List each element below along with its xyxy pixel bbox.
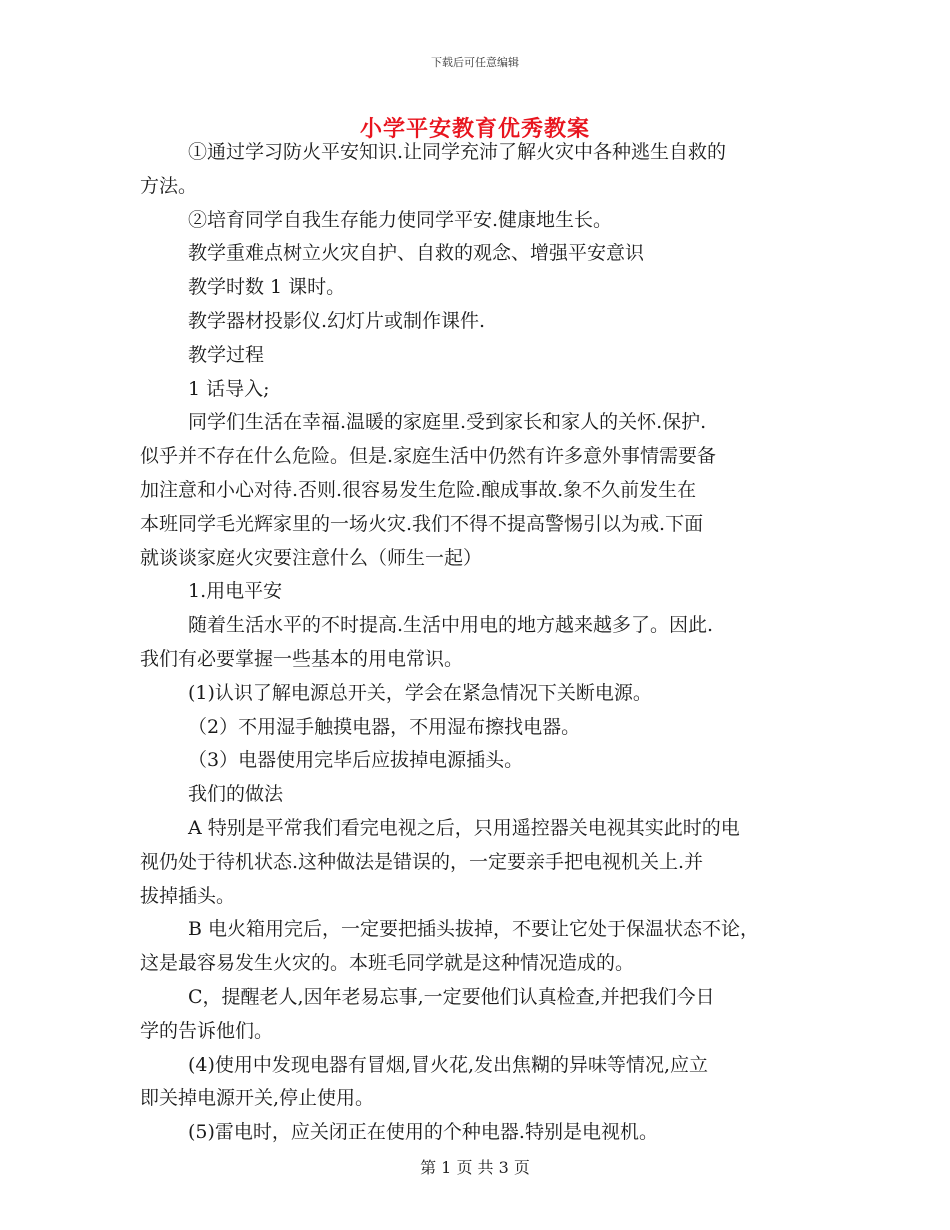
body-line: 视仍处于待机状态.这种做法是错误的，一定要亲手把电视机关上.并 bbox=[140, 850, 704, 873]
document-title: 小学平安教育优秀教案 bbox=[359, 116, 590, 142]
body-line: 我们的做法 bbox=[188, 783, 284, 806]
body-line: （3）电器使用完毕后应拔掉电源插头。 bbox=[188, 749, 524, 772]
page-header-note: 下载后可任意编辑 bbox=[431, 56, 519, 69]
body-line: 学的告诉他们。 bbox=[140, 1019, 274, 1042]
body-line: (5)雷电时，应关闭正在使用的个种电器.特别是电视机。 bbox=[188, 1121, 658, 1144]
body-line: 即关掉电源开关,停止使用。 bbox=[140, 1087, 375, 1110]
body-line: ①通过学习防火平安知识.让同学充沛了解火灾中各种逃生自救的 bbox=[188, 141, 727, 163]
body-line: 教学过程 bbox=[188, 343, 265, 366]
body-line: 似乎并不存在什么危险。但是.家庭生活中仍然有许多意外事情需要备 bbox=[140, 445, 717, 468]
body-line: 拔掉插头。 bbox=[140, 884, 236, 907]
body-line: (4)使用中发现电器有冒烟,冒火花,发出焦糊的异味等情况,应立 bbox=[188, 1053, 709, 1076]
body-line: ②培育同学自我生存能力使同学平安.健康地生长。 bbox=[188, 208, 613, 231]
body-line: 本班同学毛光辉家里的一场火灾.我们不得不提高警惕引以为戒.下面 bbox=[140, 512, 704, 535]
body-line: B 电火箱用完后，一定要把插头拔掉，不要让它处于保温状态不论， bbox=[188, 918, 760, 941]
document-body bbox=[140, 136, 830, 1150]
page-footer: 第 1 页 共 3 页 bbox=[420, 1158, 530, 1177]
body-line: 这是最容易发生火灾的。本班毛同学就是这种情况造成的。 bbox=[140, 952, 635, 975]
body-line: 就谈谈家庭火灾要注意什么（师生一起） bbox=[140, 546, 483, 569]
body-line: 教学时数 1 课时。 bbox=[188, 276, 346, 299]
body-line: 1.用电平安 bbox=[188, 580, 283, 603]
body-line: 教学重难点树立火灾自护、自救的观念、增强平安意识 bbox=[188, 242, 645, 265]
body-line: 1 话导入; bbox=[188, 377, 270, 400]
body-line: A 特别是平常我们看完电视之后，只用遥控器关电视其实此时的电 bbox=[188, 816, 740, 839]
body-line: 同学们生活在幸福.温暖的家庭里.受到家长和家人的关怀.保护. bbox=[188, 411, 707, 434]
body-line: 方法。 bbox=[140, 174, 198, 197]
body-line: C，提醒老人,因年老易忘事,一定要他们认真检查,并把我们今日 bbox=[188, 985, 715, 1008]
body-line: 教学器材投影仪.幻灯片或制作课件. bbox=[188, 309, 486, 332]
body-line: 随着生活水平的不时提高.生活中用电的地方越来越多了。因此. bbox=[188, 614, 714, 637]
body-line: （2）不用湿手触摸电器，不用湿布擦找电器。 bbox=[188, 715, 581, 738]
body-line: 加注意和小心对待.否则.很容易发生危险.酿成事故.象不久前发生在 bbox=[140, 478, 697, 501]
body-line: (1)认识了解电源总开关，学会在紧急情况下关断电源。 bbox=[188, 681, 652, 704]
body-line: 我们有必要掌握一些基本的用电常识。 bbox=[140, 647, 464, 670]
